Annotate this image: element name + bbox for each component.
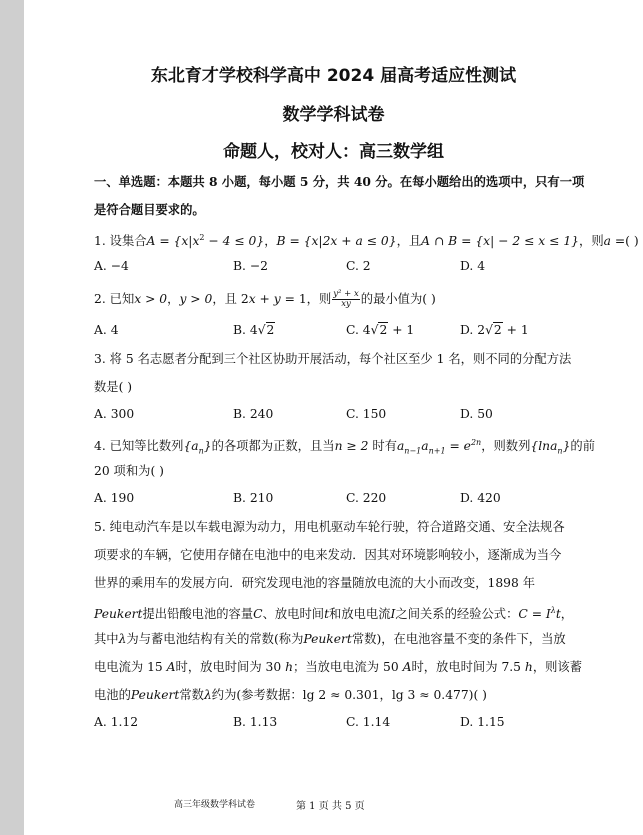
section-header-line1: 一、单选题：本题共 8 小题，每小题 5 分，共 40 分。在每小题给出的选项中，只有一项 [94, 174, 585, 189]
q1-option-c: C. 2 [346, 259, 371, 273]
exam-subtitle: 数学学科试卷 [282, 105, 385, 125]
q2-option-c: C. 4√2 + 1 [346, 323, 415, 337]
q4-option-a: A. 190 [94, 491, 135, 505]
question-5-line1: 5. 纯电动汽车是以车载电源为动力，用电机驱动车轮行驶，符合道路交通、安全法规各 [94, 520, 565, 534]
question-5-line7: 电池的Peukert常数λ约为(参考数据：lg 2 ≈ 0.301，lg 3 ≈ 0.477)( ) [94, 688, 487, 702]
q3-option-b: B. 240 [233, 407, 274, 421]
q1-option-d: D. 4 [460, 259, 486, 273]
q5-option-d: D. 1.15 [460, 715, 505, 729]
question-5-line3: 世界的乘用车的发展方向．研究发现电池的容量随放电流的大小而改变，1898 年 [94, 576, 536, 590]
exam-page [24, 0, 643, 835]
question-5-line4: Peukert提出铅酸电池的容量C、放电时间t和放电电流I之间关系的经验公式：$C = I^\lambda t$， [94, 606, 574, 622]
question-4-line1: 4. 已知等比数列$\{a_n\}$的各项都为正数，且当n ≥ 2 时有$a_{n-1}a_{n+1} = e^{2n}$，则数列{lna$_n$}的前 [94, 438, 596, 456]
q3-option-a: A. 300 [94, 407, 135, 421]
exam-title: 东北育才学校科学高中 2024 届高考适应性测试 [150, 66, 517, 86]
question-1: 1. 设集合$A = \{x|x^2 - 4 \le 0\}$，B = {x|2x + a ≤ 0}，且A ∩ B = {x| − 2 ≤ x ≤ 1}，则a =( ) [94, 233, 639, 249]
question-5-line5: 其中λ为与蓄电池结构有关的常数(称为Peukert常数)，在电池容量不变的条件下，当放 [94, 632, 566, 646]
q2-fraction: $\frac{\text{y² + x}}{xy}$ [333, 289, 359, 309]
q4-option-d: D. 420 [460, 491, 501, 505]
q3-option-d: D. 50 [460, 407, 493, 421]
question-3-line2: 数是( ) [94, 380, 133, 394]
q2-option-a: A. 4 [94, 323, 119, 337]
q4-option-b: B. 210 [233, 491, 274, 505]
question-4-line2: 20 项和为( ) [94, 464, 164, 478]
q5-option-a: A. 1.12 [94, 715, 139, 729]
q5-option-b: B. 1.13 [233, 715, 278, 729]
q4-option-c: C. 220 [346, 491, 387, 505]
q1-option-a: A. −4 [94, 259, 129, 273]
q2-option-d: D. 2√2 + 1 [460, 323, 529, 337]
section-header-line2: 是符合题目要求的。 [94, 202, 205, 217]
exam-authors: 命题人，校对人：高三数学组 [223, 142, 444, 162]
question-5-line2: 项要求的车辆，它使用存储在电池中的电来发动．因其对环境影响较小，逐渐成为当今 [94, 548, 562, 562]
question-3-line1: 3. 将 5 名志愿者分配到三个社区协助开展活动，每个社区至少 1 名，则不同的分配方法 [94, 352, 572, 366]
q5-option-c: C. 1.14 [346, 715, 391, 729]
footer-exam-name: 高三年级数学科试卷 [174, 800, 256, 810]
q3-option-c: C. 150 [346, 407, 387, 421]
footer-page-number: 第 1 页 共 5 页 [296, 801, 365, 812]
q2-option-b: B. 4√2 [233, 323, 275, 337]
question-5-line6: 电电流为 15 A时，放电时间为 30 h；当放电电流为 50 A时，放电时间为 7.5 h，则该蓄 [94, 660, 583, 674]
question-2: 2. 已知x > 0，y > 0，且 2x + y = 1，则 $\frac{\text{y² + x}}{xy}$ 的最小值为( ) [94, 289, 436, 309]
q1-option-b: B. −2 [233, 259, 268, 273]
left-margin-bar [0, 0, 24, 835]
